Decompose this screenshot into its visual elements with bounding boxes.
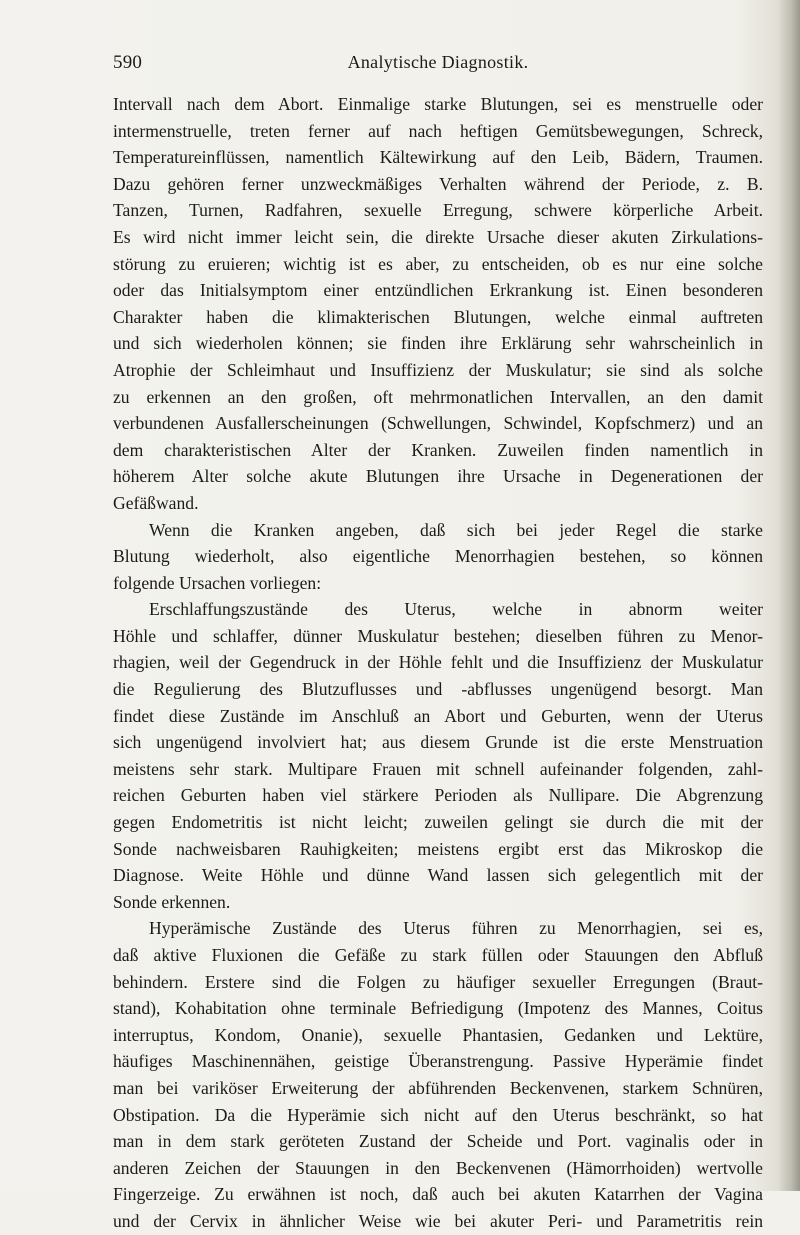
- text-line: reichen Geburten haben viel stärkere Perioden als Nullipare. Die Abgrenzung: [113, 785, 763, 806]
- text-line: Atrophie der Schleimhaut und Insuffizienz der Muskulatur; sie sind als solche: [113, 359, 763, 380]
- text-line: und sich wiederholen können; sie finden ihre Erklärung sehr wahrscheinlich in: [113, 333, 763, 354]
- text-line: Sonde nachweisbaren Rauhigkeiten; meistens ergibt erst das Mikroskop die: [113, 838, 763, 859]
- text-line: rhagien, weil der Gegendruck in der Höhle fehlt und die Insuffizienz der Muskulatur: [113, 652, 763, 673]
- page-header: [113, 52, 763, 76]
- text-line: Es wird nicht immer leicht sein, die direkte Ursache dieser akuten Zirkulations-: [113, 226, 763, 247]
- text-line: man in dem stark geröteten Zustand der Scheide und Port. vaginalis oder in: [113, 1131, 763, 1152]
- text-line: Wenn die Kranken angeben, daß sich bei jeder Regel die starke: [149, 519, 763, 540]
- text-line: behindern. Erstere sind die Folgen zu häufiger sexueller Erregungen (Braut-: [113, 971, 763, 992]
- text-line: folgende Ursachen vorliegen:: [113, 572, 322, 593]
- text-line: Temperatureinflüssen, namentlich Kältewirkung auf den Leib, Bädern, Traumen.: [113, 147, 763, 168]
- text-line: Obstipation. Da die Hyperämie sich nicht auf den Uterus beschränkt, so hat: [113, 1104, 763, 1125]
- text-line: störung zu eruieren; wichtig ist es aber, zu entscheiden, ob es nur eine solche: [113, 253, 763, 274]
- text-line: Fingerzeige. Zu erwähnen ist noch, daß auch bei akuten Katarrhen der Vagina: [113, 1184, 763, 1205]
- text-line: Höhle und schlaffer, dünner Muskulatur bestehen; dieselben führen zu Menor-: [113, 625, 763, 646]
- text-line: Gefäßwand.: [113, 492, 199, 513]
- text-line: anderen Zeichen der Stauungen in den Beckenvenen (Hämorrhoiden) wertvolle: [113, 1157, 763, 1178]
- text-line: sich ungenügend involviert hat; aus diesem Grunde ist die erste Menstruation: [113, 732, 763, 753]
- text-line: daß aktive Fluxionen die Gefäße zu stark füllen oder Stauungen den Abfluß: [113, 945, 763, 965]
- text-line: Tanzen, Turnen, Radfahren, sexuelle Erregung, schwere körperliche Arbeit.: [113, 200, 763, 221]
- text-line: Blutung wiederholt, also eigentliche Menorrhagien bestehen, so können: [113, 546, 763, 567]
- running-title: Analytische Diagnostik.: [347, 52, 529, 72]
- text-line: oder das Initialsymptom einer entzündlichen Erkrankung ist. Einen besonderen: [113, 280, 763, 301]
- text-line: intermenstruelle, treten ferner auf nach heftigen Gemütsbewegungen, Schreck,: [113, 120, 763, 141]
- text-line: häufiges Maschinennähen, geistige Überanstrengung. Passive Hyperämie findet: [113, 1051, 763, 1072]
- text-line: Hyperämische Zustände des Uterus führen zu Menorrhagien, sei es,: [149, 918, 763, 939]
- text-line: Sonde erkennen.: [113, 891, 231, 912]
- text-line: meistens sehr stark. Multipare Frauen mit schnell aufeinander folgenden, zahl-: [113, 758, 763, 779]
- text-line: stand), Kohabitation ohne terminale Befriedigung (Impotenz des Mannes, Coitus: [113, 998, 763, 1019]
- text-line: interruptus, Kondom, Onanie), sexuelle Phantasien, Gedanken und Lektüre,: [113, 1024, 763, 1045]
- text-line: Charakter haben die klimakterischen Blutungen, welche einmal auftreten: [113, 306, 763, 327]
- text-line: höherem Alter solche akute Blutungen ihre Ursache in Degenerationen der: [113, 466, 763, 487]
- text-line: Erschlaffungszustände des Uterus, welche in abnorm weiter: [149, 599, 763, 620]
- text-line: verbundenen Ausfallerscheinungen (Schwellungen, Schwindel, Kopfschmerz) und an: [113, 413, 763, 434]
- text-line: und der Cervix in ähnlicher Weise wie bei akuter Peri- und Parametritis rein: [113, 1210, 763, 1231]
- text-line: dem charakteristischen Alter der Kranken. Zuweilen finden namentlich in: [113, 439, 763, 460]
- text-line: Intervall nach dem Abort. Einmalige starke Blutungen, sei es menstruelle oder: [113, 94, 763, 114]
- text-line: Diagnose. Weite Höhle und dünne Wand lassen sich gelegentlich mit der: [113, 865, 763, 886]
- page-number: 590: [113, 52, 143, 73]
- text-line: man bei variköser Erweiterung der abführenden Beckenvenen, starkem Schnüren,: [113, 1077, 763, 1098]
- body-text: [113, 91, 763, 1235]
- text-line: Dazu gehören ferner unzweckmäßiges Verhalten während der Periode, z. B.: [113, 173, 763, 194]
- page-edge-shadow: [778, 0, 800, 1191]
- text-line: findet diese Zustände im Anschluß an Abort und Geburten, wenn der Uterus: [113, 705, 763, 726]
- text-line: die Regulierung des Blutzuflusses und -abflusses ungenügend besorgt. Man: [113, 679, 763, 700]
- text-line: gegen Endometritis ist nicht leicht; zuweilen gelingt sie durch die mit der: [113, 812, 763, 833]
- text-line: zu erkennen an den großen, oft mehrmonatlichen Intervallen, an den damit: [113, 386, 763, 407]
